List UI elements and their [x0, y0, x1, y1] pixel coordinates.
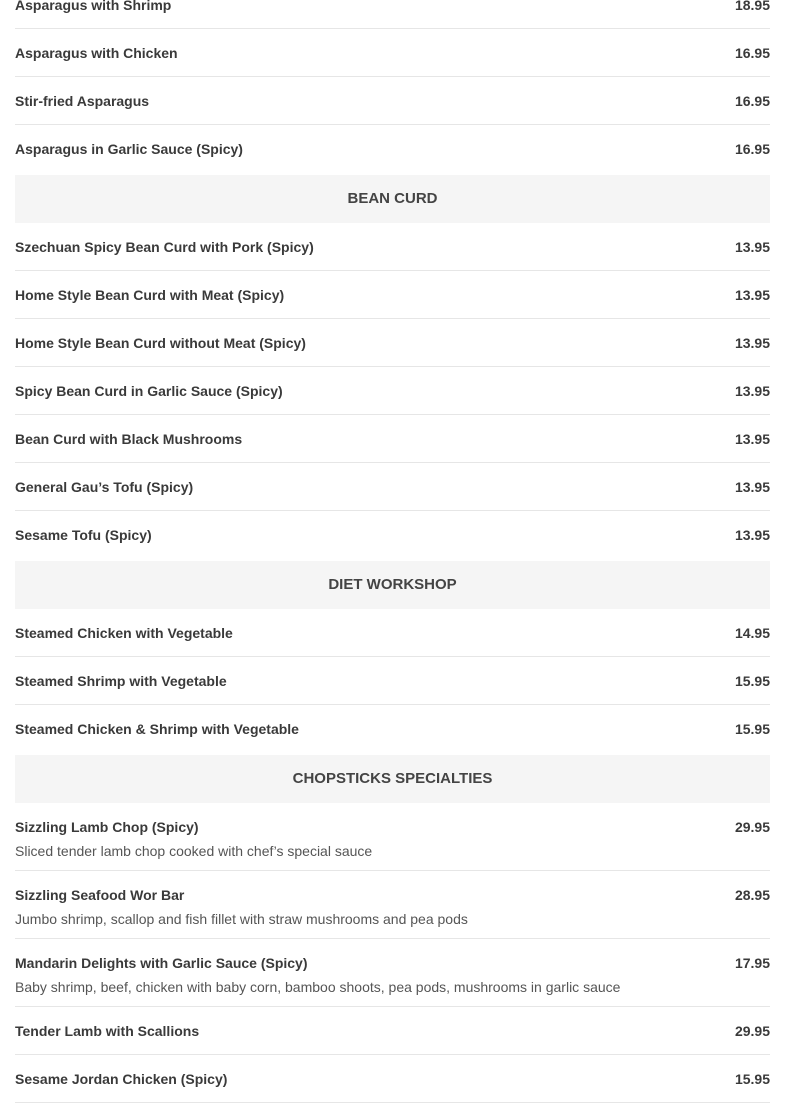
- menu-item-name: Home Style Bean Curd without Meat (Spicy): [15, 335, 306, 351]
- menu-item-name: General Gau’s Tofu (Spicy): [15, 479, 194, 495]
- menu-item-name: Asparagus with Chicken: [15, 45, 178, 61]
- menu-item-name: Bean Curd with Black Mushrooms: [15, 431, 243, 447]
- menu-item-price: 13.95: [734, 479, 770, 495]
- menu-item[interactable]: [15, 271, 770, 319]
- menu-item-row: [15, 820, 770, 834]
- menu-item[interactable]: [15, 939, 770, 1007]
- menu-item-row: [15, 0, 770, 12]
- menu-item-price: 15.95: [734, 1071, 770, 1087]
- menu-list: [15, 0, 770, 1103]
- menu-item[interactable]: [15, 319, 770, 367]
- menu-item-price: 13.95: [734, 527, 770, 543]
- menu-item-price: 13.95: [734, 431, 770, 447]
- menu-item-row: [15, 674, 770, 688]
- section-header: CHOPSTICKS SPECIALTIES: [15, 755, 770, 803]
- menu-item[interactable]: [15, 367, 770, 415]
- menu-item-name: Spicy Bean Curd in Garlic Sauce (Spicy): [15, 383, 283, 399]
- menu-item-name: Sesame Tofu (Spicy): [15, 527, 152, 543]
- menu-item[interactable]: [15, 0, 770, 29]
- menu-item-price: 18.95: [734, 0, 770, 13]
- menu-item-name: Sizzling Seafood Wor Bar: [15, 887, 185, 903]
- menu-item-name: Stir-fried Asparagus: [15, 93, 150, 109]
- menu-item[interactable]: [15, 705, 770, 752]
- menu-item-name: Home Style Bean Curd with Meat (Spicy): [15, 287, 285, 303]
- menu-item-price: 17.95: [734, 955, 770, 971]
- menu-item-row: [15, 888, 770, 902]
- menu-item-name: Asparagus with Shrimp: [15, 0, 172, 13]
- menu-item[interactable]: [15, 871, 770, 939]
- menu-item-row: [15, 1072, 770, 1086]
- menu-item-row: [15, 336, 770, 350]
- menu-item[interactable]: [15, 463, 770, 511]
- menu-item[interactable]: [15, 29, 770, 77]
- menu-item-price: 16.95: [734, 141, 770, 157]
- menu-item-row: [15, 528, 770, 542]
- menu-item-row: [15, 240, 770, 254]
- menu-item-description: Jumbo shrimp, scallop and fish fillet with straw mushrooms and pea pods: [15, 911, 468, 927]
- menu-item-description: Sliced tender lamb chop cooked with chef’s special sauce: [15, 843, 373, 859]
- menu-item-name: Mandarin Delights with Garlic Sauce (Spicy): [15, 955, 308, 971]
- menu-item-row: [15, 722, 770, 736]
- menu-item[interactable]: [15, 1055, 770, 1103]
- menu-item-row: [15, 384, 770, 398]
- menu-item-price: 13.95: [734, 239, 770, 255]
- menu-item-price: 29.95: [734, 1023, 770, 1039]
- menu-item-name: Asparagus in Garlic Sauce (Spicy): [15, 141, 243, 157]
- menu-item-row: [15, 1024, 770, 1038]
- menu-item-row: [15, 46, 770, 60]
- menu-item-price: 16.95: [734, 93, 770, 109]
- menu-item-row: [15, 626, 770, 640]
- menu-item-row: [15, 956, 770, 970]
- menu-item-price: 29.95: [734, 819, 770, 835]
- menu-item[interactable]: [15, 609, 770, 657]
- menu-item-price: 13.95: [734, 287, 770, 303]
- menu-item-name: Tender Lamb with Scallions: [15, 1023, 200, 1039]
- menu-item-name: Sesame Jordan Chicken (Spicy): [15, 1071, 228, 1087]
- menu-item[interactable]: [15, 511, 770, 558]
- menu-item-name: Steamed Shrimp with Vegetable: [15, 673, 227, 689]
- menu-item-price: 15.95: [734, 673, 770, 689]
- menu-item-name: Sizzling Lamb Chop (Spicy): [15, 819, 199, 835]
- menu-item-row: [15, 142, 770, 156]
- section-header: BEAN CURD: [15, 175, 770, 223]
- menu-item-price: 13.95: [734, 335, 770, 351]
- menu-item-price: 16.95: [734, 45, 770, 61]
- menu-item[interactable]: [15, 77, 770, 125]
- menu-item-row: [15, 94, 770, 108]
- menu-item-price: 28.95: [734, 887, 770, 903]
- menu-item-price: 13.95: [734, 383, 770, 399]
- menu-item[interactable]: [15, 223, 770, 271]
- menu-item-row: [15, 288, 770, 302]
- menu-item-description: Baby shrimp, beef, chicken with baby corn, bamboo shoots, pea pods, mushrooms in garlic sauce: [15, 979, 621, 995]
- section-header: DIET WORKSHOP: [15, 561, 770, 609]
- menu-item[interactable]: [15, 1007, 770, 1055]
- menu-item-price: 14.95: [734, 625, 770, 641]
- menu-item-name: Steamed Chicken & Shrimp with Vegetable: [15, 721, 299, 737]
- menu-item-price: 15.95: [734, 721, 770, 737]
- menu-item-row: [15, 480, 770, 494]
- menu-item[interactable]: [15, 415, 770, 463]
- menu-item-row: [15, 432, 770, 446]
- menu-item-name: Steamed Chicken with Vegetable: [15, 625, 233, 641]
- menu-item[interactable]: [15, 125, 770, 172]
- menu-item[interactable]: [15, 803, 770, 871]
- menu-item-name: Szechuan Spicy Bean Curd with Pork (Spicy): [15, 239, 314, 255]
- menu-item[interactable]: [15, 657, 770, 705]
